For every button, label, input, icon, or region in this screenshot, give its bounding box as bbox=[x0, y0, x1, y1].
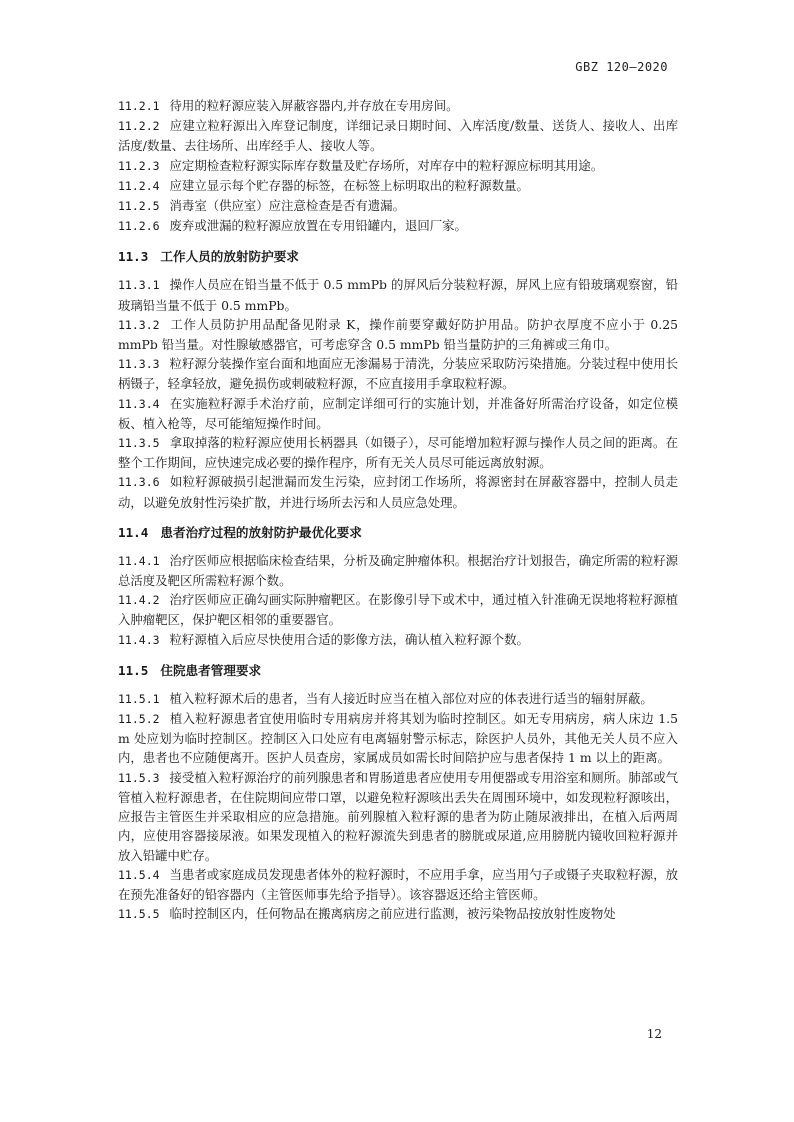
section-title: 工作人员的放射防护要求 bbox=[160, 249, 299, 265]
section-heading bbox=[118, 523, 678, 542]
standard-code: GBZ 120—2020 bbox=[575, 60, 668, 74]
clause-paragraph bbox=[118, 196, 678, 216]
clause-text: 待用的粒籽源应装入屏蔽容器内,并存放在专用房间。 bbox=[169, 98, 459, 113]
clause-text: 接受植入粒籽源治疗的前列腺患者和胃肠道患者应使用专用便器或专用浴室和厕所。肺部或气管植入粒籽源患者，在住院期间应带口罩，以避免粒籽源咳出丢失在周围环境中，如发现粒籽源咳出，应报告主管医生并采取相应的应急措施。前列腺植入粒籽源的患者为防止随尿液排出，在植入后两周内，应使用容器接尿液。如果发现植入的粒籽源流失到患者的膀胱或尿道,应用膀胱内镜收回粒籽源并放入铅罐中贮存。 bbox=[118, 769, 678, 863]
clause-text: 如粒籽源破损引起泄漏而发生污染，应封闭工作场所，将源密封在屏蔽容器中，控制人员走动，以避免放射性污染扩散，并进行场所去污和人员应急处理。 bbox=[118, 474, 678, 510]
clause-paragraph bbox=[118, 709, 678, 768]
section-heading bbox=[118, 247, 678, 266]
clause-paragraph bbox=[118, 433, 678, 472]
clause-paragraph bbox=[118, 590, 678, 629]
clause-paragraph bbox=[118, 275, 678, 314]
clause-paragraph bbox=[118, 315, 678, 354]
clause-text: 消毒室（供应室）应注意检查是否有遗漏。 bbox=[169, 198, 405, 214]
clause-text: 植入粒籽源术后的患者，当有人接近时应当在植入部位对应的体表进行适当的辐射屏蔽。 bbox=[169, 690, 653, 706]
clause-number: 11.3.1 bbox=[118, 278, 160, 293]
clause-number: 11.5.2 bbox=[118, 712, 160, 727]
clause-paragraph bbox=[118, 216, 678, 236]
clause-text: 工作人员防护用品配备见附录 K，操作前要穿戴好防护用品。防护衣厚度不应小于 0.25 mmPb 铅当量。对性腺敏感器官，可考虑穿含 0.5 mmPb 铅当量防护的三角裤或三角巾。 bbox=[118, 316, 678, 353]
clause-paragraph bbox=[118, 551, 678, 590]
clause-number: 11.2.3 bbox=[118, 158, 160, 173]
section-heading bbox=[118, 661, 678, 680]
clause-paragraph bbox=[118, 768, 678, 865]
clause-paragraph bbox=[118, 904, 678, 924]
document-body bbox=[118, 96, 678, 924]
clause-text: 操作人员应在铅当量不低于 0.5 mmPb 的屏风后分装粒籽源，屏风上应有铅玻璃观察窗，铅玻璃铅当量不低于 0.5 mmPb。 bbox=[118, 277, 678, 313]
clause-number: 11.4.2 bbox=[118, 593, 160, 608]
clause-text: 治疗医师应根据临床检查结果，分析及确定肿瘤体积。根据治疗计划报告，确定所需的粒籽源总活度及靶区所需粒籽源个数。 bbox=[118, 552, 678, 589]
section-title: 患者治疗过程的放射防护最优化要求 bbox=[160, 524, 362, 540]
clause-text: 应建立显示每个贮存器的标签，在标签上标明取出的粒籽源数量。 bbox=[169, 177, 529, 193]
clause-text: 在实施粒籽源手术治疗前，应制定详细可行的实施计划，并准备好所需治疗设备，如定位模板、植入枪等，尽可能缩短操作时间。 bbox=[118, 395, 678, 431]
section-number: 11.5 bbox=[118, 662, 149, 678]
clause-text: 应定期检查粒籽源实际库存数量及贮存场所，对库存中的粒籽源应标明其用途。 bbox=[169, 157, 604, 173]
clause-number: 11.3.6 bbox=[118, 475, 160, 490]
clause-number: 11.3.3 bbox=[118, 357, 160, 372]
section-number: 11.3 bbox=[118, 249, 149, 265]
clause-paragraph bbox=[118, 394, 678, 433]
clause-text: 临时控制区内，任何物品在搬离病房之前应进行监测，被污染物品按放射性废物处 bbox=[169, 906, 616, 922]
clause-text: 当患者或家庭成员发现患者体外的粒籽源时，不应用手拿，应当用勺子或镊子夹取粒籽源，放在预先准备好的铅容器内（主管医师事先给予指导）。该容器返还给主管医师。 bbox=[118, 866, 678, 902]
section-number: 11.4 bbox=[118, 524, 149, 540]
clause-paragraph bbox=[118, 630, 678, 650]
clause-text: 植入粒籽源患者宜使用临时专用病房并将其划为临时控制区。如无专用病房，病人床边 1.5 m 处应划为临时控制区。控制区入口处应有电离辐射警示标志，除医护人员外，其他无关人员不应入内，患者也不应随便离开。医护人员查房，家属成员如需长时间陪护应与患者保持 1 m 以上的距离。 bbox=[118, 711, 678, 766]
clause-paragraph bbox=[118, 156, 678, 176]
clause-number: 11.4.3 bbox=[118, 632, 160, 647]
clause-text: 废弃或泄漏的粒籽源应放置在专用铅罐内，退回厂家。 bbox=[169, 218, 467, 234]
clause-paragraph bbox=[118, 865, 678, 904]
clause-text: 应建立粒籽源出入库登记制度，详细记录日期时间、入库活度/数量、送货人、接收人、出库活度/数量、去往场所、出库经手人、接收人等。 bbox=[118, 118, 678, 154]
clause-number: 11.2.1 bbox=[118, 99, 160, 113]
clause-number: 11.3.5 bbox=[118, 436, 160, 451]
clause-paragraph bbox=[118, 176, 678, 196]
clause-number: 11.5.4 bbox=[118, 867, 160, 882]
clause-text: 粒籽源分装操作室台面和地面应无渗漏易于清洗，分装应采取防污染措施。分装过程中使用长柄镊子，轻拿轻放，避免损伤或刺破粒籽源，不应直接用手拿取粒籽源。 bbox=[118, 356, 678, 392]
clause-number: 11.3.2 bbox=[118, 317, 160, 332]
clause-paragraph bbox=[118, 96, 678, 116]
clause-number: 11.2.6 bbox=[118, 219, 160, 234]
clause-number: 11.5.3 bbox=[118, 770, 160, 785]
clause-number: 11.4.1 bbox=[118, 553, 160, 568]
clause-text: 拿取掉落的粒籽源应使用长柄器具（如镊子），尽可能增加粒籽源与操作人员之间的距离。在整个工作期间，应快速完成必要的操作程序，所有无关人员尽可能远离放射源。 bbox=[118, 435, 678, 471]
clause-number: 11.2.2 bbox=[118, 119, 160, 134]
clause-number: 11.5.1 bbox=[118, 691, 160, 706]
clause-number: 11.3.4 bbox=[118, 396, 160, 411]
clause-text: 治疗医师应正确勾画实际肿瘤靶区。在影像引导下或术中，通过植入针准确无误地将粒籽源植入肿瘤靶区，保护靶区相邻的重要器官。 bbox=[118, 592, 678, 628]
clause-number: 11.5.5 bbox=[118, 907, 160, 922]
page-number: 12 bbox=[646, 1027, 662, 1041]
clause-paragraph bbox=[118, 472, 678, 511]
clause-number: 11.2.5 bbox=[118, 199, 160, 214]
clause-number: 11.2.4 bbox=[118, 178, 160, 193]
clause-paragraph bbox=[118, 689, 678, 709]
section-title: 住院患者管理要求 bbox=[160, 662, 262, 678]
clause-text: 粒籽源植入后应尽快使用合适的影像方法，确认植入粒籽源个数。 bbox=[169, 631, 529, 647]
clause-paragraph bbox=[118, 354, 678, 393]
clause-paragraph bbox=[118, 116, 678, 155]
